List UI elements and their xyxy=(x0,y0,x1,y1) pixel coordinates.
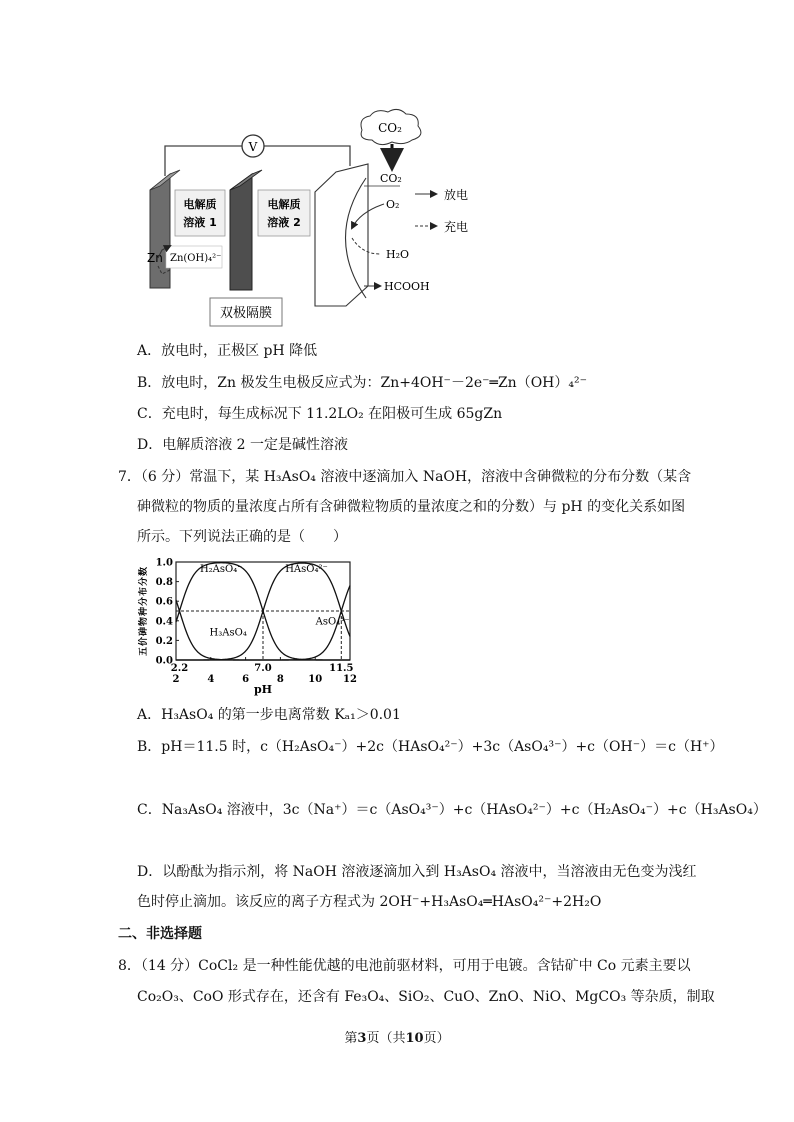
footer-total-pages: 10 xyxy=(405,1031,424,1046)
footer-suffix: 页） xyxy=(423,1031,450,1046)
electrolyte1-line2: 溶液 1 xyxy=(183,216,217,229)
electrolyte2-line2: 溶液 2 xyxy=(267,216,301,229)
curve-haso4 xyxy=(176,563,350,660)
q8-stem-line1: 8．（14 分）CoCl₂ 是一种性能优越的电池前驱材料，可用于电镀。含钴矿中 Co 元素主要以 xyxy=(118,958,691,974)
hcooh-label: HCOOH xyxy=(384,280,430,293)
bipolar-membrane xyxy=(230,174,252,290)
y-tick-label: 0.2 xyxy=(155,635,173,647)
x-axis-label: pH xyxy=(253,683,273,696)
q6-option-a: A．放电时，正极区 pH 降低 xyxy=(137,343,318,359)
electrolyte1-line1: 电解质 xyxy=(183,198,217,211)
y-axis-label: 五价砷物种分布分数 xyxy=(139,565,149,657)
y-tick-label: 0.4 xyxy=(155,616,173,628)
x-tick-label: 6 xyxy=(242,674,250,685)
zn-oh4-label: Zn(OH)₄²⁻ xyxy=(170,253,222,264)
q6-option-d: D．电解质溶液 2 一定是碱性溶液 xyxy=(137,437,349,453)
y-tick-label: 0.6 xyxy=(155,596,173,608)
q7-option-c: C．Na₃AsO₄ 溶液中，3c（Na⁺）＝c（AsO₄³⁻）+c（HAsO₄²⁻）+c（H₂AsO₄⁻）+c（H₃AsO₄） xyxy=(137,802,767,818)
marked-x-label: 11.5 xyxy=(329,663,354,674)
electrolyte2-box xyxy=(258,190,310,236)
x-tick-label: 4 xyxy=(207,674,215,685)
q8-stem-line2: Co₂O₃、CoO 形式存在，还含有 Fe₃O₄、SiO₂、CuO、ZnO、NiO、MgCO₃ 等杂质，制取 xyxy=(137,989,715,1005)
distribution-chart xyxy=(134,556,364,696)
co2-label: CO₂ xyxy=(380,172,402,185)
membrane-label: 双极隔膜 xyxy=(219,306,273,321)
electrolyte2-line1: 电解质 xyxy=(267,198,301,211)
marked-x-label: 7.0 xyxy=(254,663,272,674)
y-tick-label: 1.0 xyxy=(155,557,173,569)
zn-label: Zn xyxy=(147,251,163,265)
x-tick-label: 2 xyxy=(172,674,180,685)
voltmeter-label: V xyxy=(248,140,258,154)
legend-charge: 充电 xyxy=(444,220,469,234)
series-label-h3aso4: H₃AsO₄ xyxy=(209,627,247,639)
series-label-h2aso4: H₂AsO₄⁻ xyxy=(199,563,243,575)
q7-option-a: A．H₃AsO₄ 的第一步电离常数 Kₐ₁＞0.01 xyxy=(137,707,401,723)
q7-option-d-line1: D．以酚酞为指示剂，将 NaOH 溶液逐滴加入到 H₃AsO₄ 溶液中，当溶液由无色变为浅红 xyxy=(137,864,697,880)
q7-option-b: B．pH＝11.5 时，c（H₂AsO₄⁻）+2c（HAsO₄²⁻）+3c（AsO₄³⁻）+c（OH⁻）＝c（H⁺） xyxy=(137,739,724,755)
footer-middle: 页（共 xyxy=(366,1031,406,1046)
h2o-label: H₂O xyxy=(386,248,410,261)
section-heading: 二、非选择题 xyxy=(118,926,202,942)
q7-stem-line2: 砷微粒的物质的量浓度占所有含砷微粒物质的量浓度之和的分数）与 pH 的变化关系如图 xyxy=(137,499,686,515)
battery-diagram xyxy=(140,108,470,333)
q7-stem-line3: 所示。下列说法正确的是（ ） xyxy=(137,529,347,545)
q6-option-c: C．充电时，每生成标况下 11.2LO₂ 在阳极可生成 65gZn xyxy=(137,406,503,422)
page-footer xyxy=(0,1027,794,1046)
q6-option-b: B．放电时，Zn 极发生电极反应式为：Zn+4OH⁻－2e⁻═Zn（OH）₄²⁻ xyxy=(137,375,587,391)
series-label-haso4: HAsO₄²⁻ xyxy=(285,563,328,575)
co2-cloud-label: CO₂ xyxy=(378,121,402,135)
legend-discharge: 放电 xyxy=(444,188,469,202)
y-tick-label: 0.8 xyxy=(155,577,173,589)
electrolyte1-box xyxy=(175,190,225,236)
series-label-aso4: AsO₄³⁻ xyxy=(315,616,350,628)
x-tick-label: 10 xyxy=(308,674,323,685)
cathode-electrode xyxy=(315,164,368,306)
footer-page-number: 3 xyxy=(357,1031,367,1046)
q7-option-d-line2: 色时停止滴加。该反应的离子方程式为 2OH⁻+H₃AsO₄═HAsO₄²⁻+2H₂O xyxy=(137,894,602,910)
y-tick-label: 0.0 xyxy=(155,655,173,667)
x-tick-label: 12 xyxy=(343,674,357,685)
o2-label: O₂ xyxy=(386,198,400,211)
marked-x-label: 2.2 xyxy=(170,663,189,674)
footer-prefix: 第 xyxy=(344,1031,358,1046)
q7-stem-line1: 7．（6 分）常温下，某 H₃AsO₄ 溶液中逐滴加入 NaOH，溶液中含砷微粒的分布分数（某含 xyxy=(118,469,692,485)
x-tick-label: 8 xyxy=(276,674,284,685)
